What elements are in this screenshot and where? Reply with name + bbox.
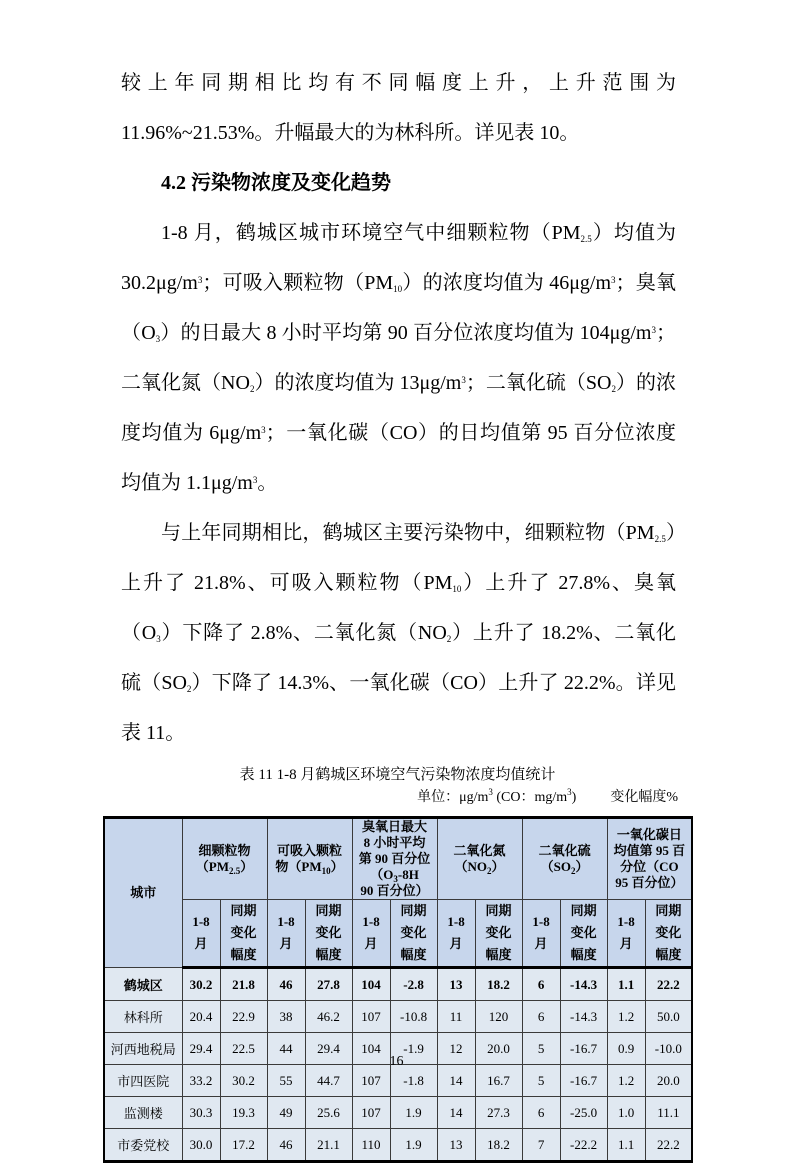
value-cell: 5 — [522, 1065, 560, 1097]
page-number: 16 — [389, 1054, 404, 1069]
subheader-month: 1-8 月 — [437, 900, 475, 968]
value-cell: 6 — [522, 968, 560, 1001]
subheader-change: 同期 变化 幅度 — [390, 900, 437, 968]
value-cell: 1.1 — [607, 1129, 645, 1162]
city-cell: 监测楼 — [104, 1097, 182, 1129]
subheader-month: 1-8 月 — [267, 900, 305, 968]
value-cell: 50.0 — [645, 1001, 692, 1033]
value-cell: 1.0 — [607, 1097, 645, 1129]
value-cell: -22.2 — [560, 1129, 607, 1162]
subheader-month: 1-8 月 — [607, 900, 645, 968]
table-row — [104, 1129, 692, 1162]
value-cell: 11 — [437, 1001, 475, 1033]
value-cell: 30.2 — [220, 1065, 267, 1097]
value-cell: -16.7 — [560, 1033, 607, 1065]
value-cell: 18.2 — [475, 1129, 522, 1162]
table-header-sub-row — [104, 900, 692, 968]
subheader-change: 同期 变化 幅度 — [560, 900, 607, 968]
value-cell: -10.0 — [645, 1033, 692, 1065]
value-cell: 30.0 — [182, 1129, 220, 1162]
value-cell: 44 — [267, 1033, 305, 1065]
city-cell: 林科所 — [104, 1001, 182, 1033]
value-cell: 46 — [267, 1129, 305, 1162]
subheader-change: 同期 变化 幅度 — [475, 900, 522, 968]
value-cell: 27.8 — [305, 968, 352, 1001]
column-header-city: 城市 — [104, 818, 182, 968]
value-cell: 27.3 — [475, 1097, 522, 1129]
value-cell: 14 — [437, 1065, 475, 1097]
value-cell: 29.4 — [305, 1033, 352, 1065]
value-cell: 38 — [267, 1001, 305, 1033]
value-cell: 20.0 — [645, 1065, 692, 1097]
city-cell: 市四医院 — [104, 1065, 182, 1097]
value-cell: 1.1 — [607, 968, 645, 1001]
value-cell: 22.9 — [220, 1001, 267, 1033]
paragraph-continuation: 较上年同期相比均有不同幅度上升，上升范围为 11.96%~21.53%。升幅最大的为林科所。详见表 10。 — [121, 72, 676, 144]
column-header-no2: 二氧化氮 $(NO_2)$ — [437, 818, 522, 900]
value-cell: 13 — [437, 968, 475, 1001]
value-cell: 7 — [522, 1129, 560, 1162]
subheader-change: 同期 变化 幅度 — [220, 900, 267, 968]
value-cell: 1.2 — [607, 1065, 645, 1097]
value-cell: 6 — [522, 1001, 560, 1033]
value-cell: 33.2 — [182, 1065, 220, 1097]
paragraph-comparison: 与上年同期相比，鹤城区主要污染物中，细颗粒物$(PM_{2.5})$上升了 21.8%、可吸入颗粒物$(PM_{10})$上升了 27.8%、臭氧$(O_3)$下降了 2.8%、二氧化氮$(NO_2)$上升了 18.2%、二氧化硫$(SO_2)$下降了 14.3%、一氧化碳（CO）上升了 22.2%。详见表 11。 — [121, 522, 677, 744]
value-cell: 107 — [352, 1097, 390, 1129]
value-cell: 30.2 — [182, 968, 220, 1001]
value-cell: -1.9 — [390, 1033, 437, 1065]
value-cell: 20.4 — [182, 1001, 220, 1033]
value-cell: 21.1 — [305, 1129, 352, 1162]
table-header-group-row — [104, 818, 692, 900]
value-cell: 20.0 — [475, 1033, 522, 1065]
pollutant-table — [103, 816, 693, 1163]
value-cell: 12 — [437, 1033, 475, 1065]
value-cell: -14.3 — [560, 968, 607, 1001]
value-cell: 55 — [267, 1065, 305, 1097]
value-cell: 22.2 — [645, 1129, 692, 1162]
value-cell: 1.2 — [607, 1001, 645, 1033]
subheader-change: 同期 变化 幅度 — [305, 900, 352, 968]
value-cell: 21.8 — [220, 968, 267, 1001]
change-rate-note: 变化幅度% — [610, 790, 678, 805]
value-cell: 104 — [352, 968, 390, 1001]
value-cell: 25.6 — [305, 1097, 352, 1129]
column-header-co: 一氧化碳日 均值第 95 百 分位（CO 95 百分位） — [607, 818, 692, 900]
value-cell: 13 — [437, 1129, 475, 1162]
value-cell: 49 — [267, 1097, 305, 1129]
table-caption: 表 11 1-8 月鹤城区环境空气污染物浓度均值统计 — [239, 767, 556, 783]
value-cell: 44.7 — [305, 1065, 352, 1097]
value-cell: 5 — [522, 1033, 560, 1065]
value-cell: 22.5 — [220, 1033, 267, 1065]
value-cell: 110 — [352, 1129, 390, 1162]
value-cell: 107 — [352, 1001, 390, 1033]
city-cell: 鹤城区 — [104, 968, 182, 1001]
value-cell: 11.1 — [645, 1097, 692, 1129]
value-cell: 1.9 — [390, 1097, 437, 1129]
paragraph-concentrations: 1-8 月，鹤城区城市环境空气中细颗粒物$(PM_{2.5})$均值为 $30.2\mu g/m^3$；可吸入颗粒物$(PM_{10})$的浓度均值为 $46\mu g/m^3$；臭氧$(O_3)$的日最大 8 小时平均第 90 百分位浓度均值为 $104\mu g/m^3$；二氧化氮$(NO_2)$的浓度均值为 $13\mu g/m^3$；二氧化硫$(SO_2)$的浓度均值为 $6\mu g/m^3$；一氧化碳（CO）的日均值第 95 百分位浓度均值为 $1.1\mu g/m^3$。 — [121, 222, 677, 494]
value-cell: 22.2 — [645, 968, 692, 1001]
value-cell: -1.8 — [390, 1065, 437, 1097]
value-cell: 46.2 — [305, 1001, 352, 1033]
subheader-change: 同期 变化 幅度 — [645, 900, 692, 968]
value-cell: 29.4 — [182, 1033, 220, 1065]
value-cell: -25.0 — [560, 1097, 607, 1129]
table-row — [104, 968, 692, 1001]
city-cell: 河西地税局 — [104, 1033, 182, 1065]
value-cell: -14.3 — [560, 1001, 607, 1033]
unit-note: 单位：$\mu g/m^3$ (CO：$mg/m^3$) — [417, 787, 577, 805]
value-cell: 0.9 — [607, 1033, 645, 1065]
value-cell: 6 — [522, 1097, 560, 1129]
value-cell: 1.9 — [390, 1129, 437, 1162]
subheader-month: 1-8 月 — [522, 900, 560, 968]
value-cell: 46 — [267, 968, 305, 1001]
value-cell: 104 — [352, 1033, 390, 1065]
column-header-o3: 臭氧日最大 8 小时平均 第 90 百分位 （$O_3-8H$ 90 百分位） — [352, 818, 437, 900]
value-cell: -2.8 — [390, 968, 437, 1001]
table-unit-line — [103, 788, 678, 808]
column-header-pm10: 可吸入颗粒 物$(PM_{10})$ — [267, 818, 352, 900]
column-header-so2: 二氧化硫 $(SO_2)$ — [522, 818, 607, 900]
value-cell: 14 — [437, 1097, 475, 1129]
subheader-month: 1-8 月 — [352, 900, 390, 968]
value-cell: 107 — [352, 1065, 390, 1097]
value-cell: 120 — [475, 1001, 522, 1033]
body-text — [121, 58, 676, 158]
column-header-pm25: 细颗粒物 $(PM_{2.5})$ — [182, 818, 267, 900]
value-cell: -16.7 — [560, 1065, 607, 1097]
value-cell: -10.8 — [390, 1001, 437, 1033]
value-cell: 17.2 — [220, 1129, 267, 1162]
body-text-2 — [121, 208, 676, 758]
subheader-month: 1-8 月 — [182, 900, 220, 968]
section-heading: 4.2 污染物浓度及变化趋势 — [161, 172, 391, 194]
value-cell: 19.3 — [220, 1097, 267, 1129]
value-cell: 18.2 — [475, 968, 522, 1001]
table-row — [104, 1001, 692, 1033]
value-cell: 16.7 — [475, 1065, 522, 1097]
city-cell: 市委党校 — [104, 1129, 182, 1162]
table-row — [104, 1097, 692, 1129]
value-cell: 30.3 — [182, 1097, 220, 1129]
table-header — [104, 818, 692, 968]
